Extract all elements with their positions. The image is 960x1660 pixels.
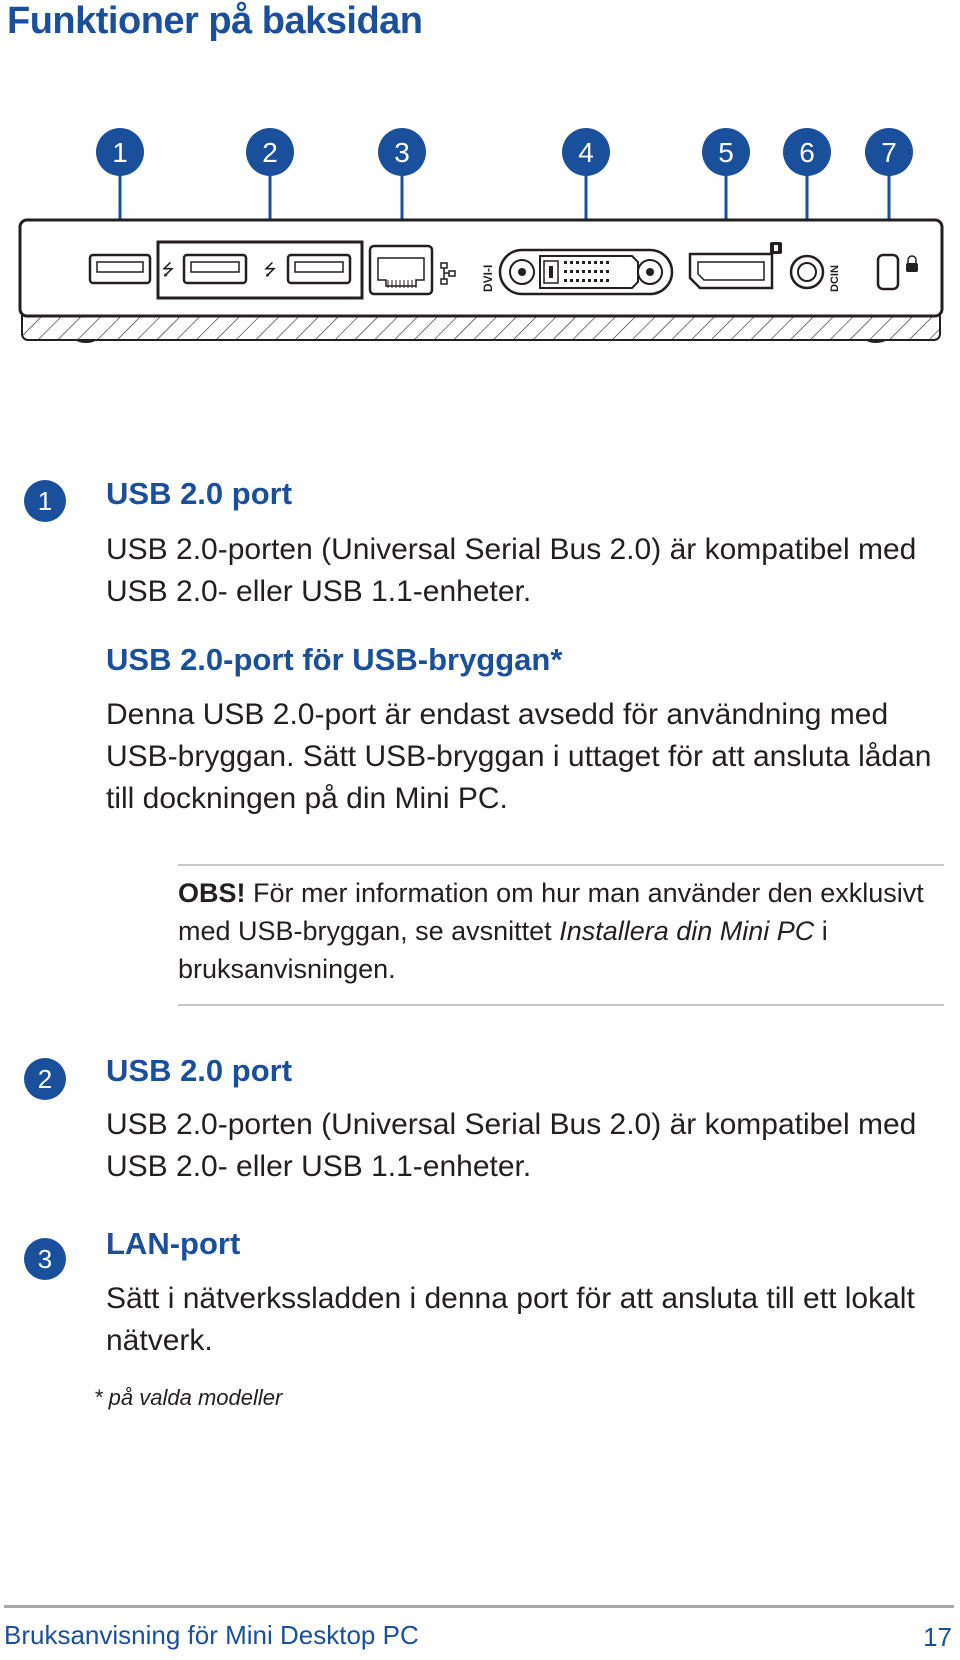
usb-icon: ⭍ <box>263 260 277 279</box>
note-text-after: i bruksanvisningen. <box>178 916 828 984</box>
note-label: OBS! <box>178 878 246 908</box>
section-2-heading: USB 2.0 port <box>106 1053 293 1088</box>
callout-label-2: 2 <box>262 137 278 168</box>
section-3-heading: LAN-port <box>106 1226 241 1261</box>
section-number-1: 1 <box>24 480 66 522</box>
note-italic-reference: Installera din Mini PC <box>559 916 815 946</box>
callout-circles <box>96 128 913 176</box>
section-1-subheading: USB 2.0-port för USB-bryggan* <box>106 642 563 677</box>
section-1-subbody: Denna USB 2.0-port är endast avsedd för användning med USB-bryggan. Sätt USB-bryggan i uttaget för att ansluta lådan till dockningen på din Mini PC. <box>106 698 932 815</box>
section-number-3: 3 <box>24 1238 66 1280</box>
lan-port <box>370 246 432 294</box>
callout-label-4: 4 <box>578 137 594 168</box>
note-text-before: För mer information om hur man använder den exklusivt med USB-bryggan, se avsnittet <box>178 878 924 946</box>
callout-label-3: 3 <box>394 137 410 168</box>
section-number-2: 2 <box>24 1058 66 1100</box>
footer-title: Bruksanvisning för Mini Desktop PC <box>4 1620 419 1650</box>
dvi-label: DVI-I <box>481 264 495 292</box>
section-3-body: Sätt i nätverkssladden i denna port för att ansluta till ett lokalt nätverk. <box>106 1282 915 1357</box>
displayport-port <box>690 254 772 288</box>
section-1-body: USB 2.0-porten (Universal Serial Bus 2.0) är kompatibel med USB 2.0- eller USB 1.1-enheter. <box>106 533 917 608</box>
dvi-port <box>500 250 672 294</box>
page-number: 17 <box>923 1622 952 1652</box>
callout-label-1: 1 <box>112 137 128 168</box>
note-box <box>178 864 944 1006</box>
page-title: Funktioner på baksidan <box>7 0 423 42</box>
lock-slot <box>878 255 898 289</box>
callout-label-7: 7 <box>881 137 897 168</box>
usb-port-1 <box>90 255 150 283</box>
callout-label-6: 6 <box>799 137 815 168</box>
device-back-panel-diagram <box>0 120 960 380</box>
dcin-label: DCIN <box>829 265 841 292</box>
usb-port-2 <box>184 255 246 283</box>
usb-port-3 <box>288 255 350 283</box>
note-text <box>178 874 944 988</box>
callout-label-5: 5 <box>718 137 734 168</box>
footer-rule <box>4 1605 954 1608</box>
section-1-heading: USB 2.0 port <box>106 476 293 511</box>
dc-in-port <box>791 256 823 288</box>
usb-icon: ⭍ <box>161 260 175 279</box>
section-2-body: USB 2.0-porten (Universal Serial Bus 2.0) är kompatibel med USB 2.0- eller USB 1.1-enheter. <box>106 1108 917 1183</box>
footnote: * på valda modeller <box>94 1385 283 1410</box>
displayport-icon <box>770 242 782 254</box>
